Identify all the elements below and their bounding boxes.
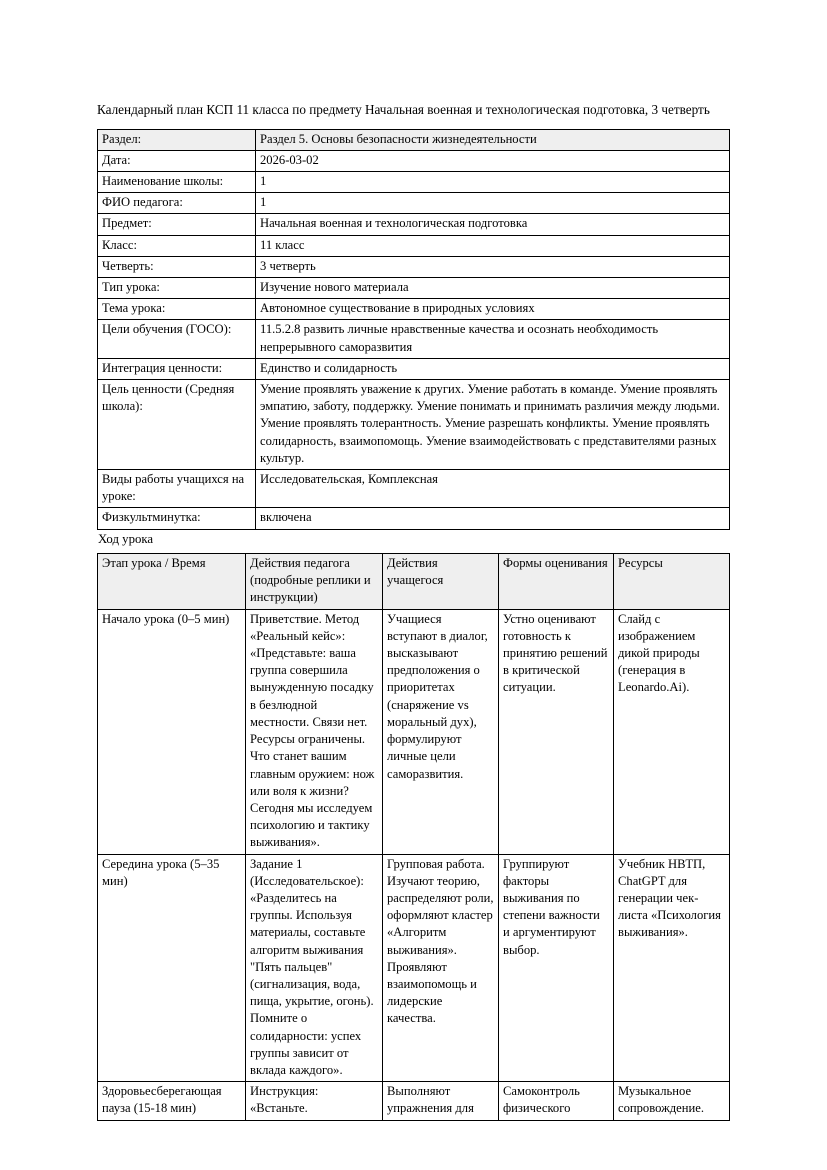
info-value-razdel: Раздел 5. Основы безопасности жизнедеятельности [256,129,730,150]
info-value-value-goal: Умение проявлять уважение к других. Умение работать в команде. Умение проявлять эмпатию, заботу, поддержку. Умение понимать и принимать различия между людьми. Умение проявлять толерантность. Умение разрешать конфликты. Умение проявлять солидарность, взаимопомощь. Умение взаимодействовать с представителями разных культур. [256,379,730,469]
info-value-value-integration: Единство и солидарность [256,358,730,379]
lesson-course-table-body [98,609,730,1120]
cell-student-health-break: Выполняют упражнения для [383,1082,499,1120]
page-title: Календарный план КСП 11 класса по предмету Начальная военная и технологическая подготовка, 3 четверть [97,102,710,117]
table-row [98,171,730,192]
lesson-info-table-body [98,129,730,529]
cell-assessment-middle: Группируют факторы выживания по степени важности и аргументируют выбор. [499,854,614,1082]
info-value-pe-break: включена [256,508,730,529]
cell-student-middle: Групповая работа. Изучают теорию, распределяют роли, оформляют кластер «Алгоритм выживания». Проявляют взаимопомощь и лидерские качества. [383,854,499,1082]
table-row [98,193,730,214]
info-label-value-goal: Цель ценности (Средняя школа): [98,379,256,469]
table-row [98,609,730,854]
lesson-info-table [97,129,730,530]
column-header-assessment-forms: Формы оценивания [499,554,614,610]
cell-assessment-start: Устно оценивают готовность к принятию решений в критической ситуации. [499,609,614,854]
table-row [98,277,730,298]
table-row [98,299,730,320]
table-row [98,320,730,358]
info-value-quarter: 3 четверть [256,256,730,277]
table-row [98,235,730,256]
info-value-lesson-topic: Автономное существование в природных условиях [256,299,730,320]
table-row [98,214,730,235]
table-row [98,379,730,469]
cell-teacher-health-break: Инструкция: «Встаньте. [246,1082,383,1120]
info-label-value-integration: Интеграция ценности: [98,358,256,379]
document-content [97,101,729,1121]
cell-assessment-health-break: Самоконтроль физического [499,1082,614,1120]
lesson-course-table [97,553,730,1121]
info-label-pe-break: Физкультминутка: [98,508,256,529]
info-value-school: 1 [256,171,730,192]
info-value-class: 11 класс [256,235,730,256]
table-row [98,508,730,529]
table-row [98,358,730,379]
table-row [98,256,730,277]
cell-teacher-middle: Задание 1 (Исследовательское): «Разделитесь на группы. Используя материалы, составьте алгоритм выживания "Пять пальцев" (сигнализация, вода, пища, укрытие, огонь). Помните о солидарности: успех группы зависит от вклада каждого». [246,854,383,1082]
cell-resources-health-break: Музыкальное сопровождение. [614,1082,730,1120]
info-value-learning-goals: 11.5.2.8 развить личные нравственные качества и осознать необходимость непрерывного саморазвития [256,320,730,358]
info-label-class: Класс: [98,235,256,256]
column-header-stage: Этап урока / Время [98,554,246,610]
info-label-subject: Предмет: [98,214,256,235]
table-row [98,150,730,171]
cell-student-start: Учащиеся вступают в диалог, высказывают предположения о приоритетах (снаряжение vs моральный дух), формулируют личные цели саморазвития. [383,609,499,854]
info-value-data: 2026-03-02 [256,150,730,171]
column-header-teacher-actions: Действия педагога (подробные реплики и инструкции) [246,554,383,610]
section-caption-lesson-course: Ход урока [98,531,154,546]
column-header-student-actions: Действия учащегося [383,554,499,610]
info-label-school: Наименование школы: [98,171,256,192]
info-label-learning-goals: Цели обучения (ГОСО): [98,320,256,358]
column-header-resources: Ресурсы [614,554,730,610]
info-label-data: Дата: [98,150,256,171]
table-row [98,129,730,150]
table-row [98,469,730,507]
info-value-work-types: Исследовательская, Комплексная [256,469,730,507]
info-label-razdel: Раздел: [98,129,256,150]
info-label-lesson-topic: Тема урока: [98,299,256,320]
cell-resources-start: Слайд с изображением дикой природы (генерация в Leonardo.Ai). [614,609,730,854]
table-header-row [98,554,730,610]
info-label-work-types: Виды работы учащихся на уроке: [98,469,256,507]
table-row [98,854,730,1082]
cell-stage-start: Начало урока (0–5 мин) [98,609,246,854]
info-value-subject: Начальная военная и технологическая подготовка [256,214,730,235]
cell-stage-middle: Середина урока (5–35 мин) [98,854,246,1082]
cell-teacher-start: Приветствие. Метод «Реальный кейс»: «Представьте: ваша группа совершила вынужденную посадку в безлюдной местности. Связи нет. Ресурсы ограничены. Что станет вашим главным оружием: нож или воля к жизни? Сегодня мы исследуем психологию и тактику выживания». [246,609,383,854]
info-label-quarter: Четверть: [98,256,256,277]
lesson-course-table-head [98,554,730,610]
info-value-lesson-type: Изучение нового материала [256,277,730,298]
cell-resources-middle: Учебник НВТП, ChatGPT для генерации чек-листа «Психология выживания». [614,854,730,1082]
table-row [98,1082,730,1120]
info-label-lesson-type: Тип урока: [98,277,256,298]
info-label-teacher: ФИО педагога: [98,193,256,214]
info-value-teacher: 1 [256,193,730,214]
cell-stage-health-break: Здоровьесберегающая пауза (15-18 мин) [98,1082,246,1120]
